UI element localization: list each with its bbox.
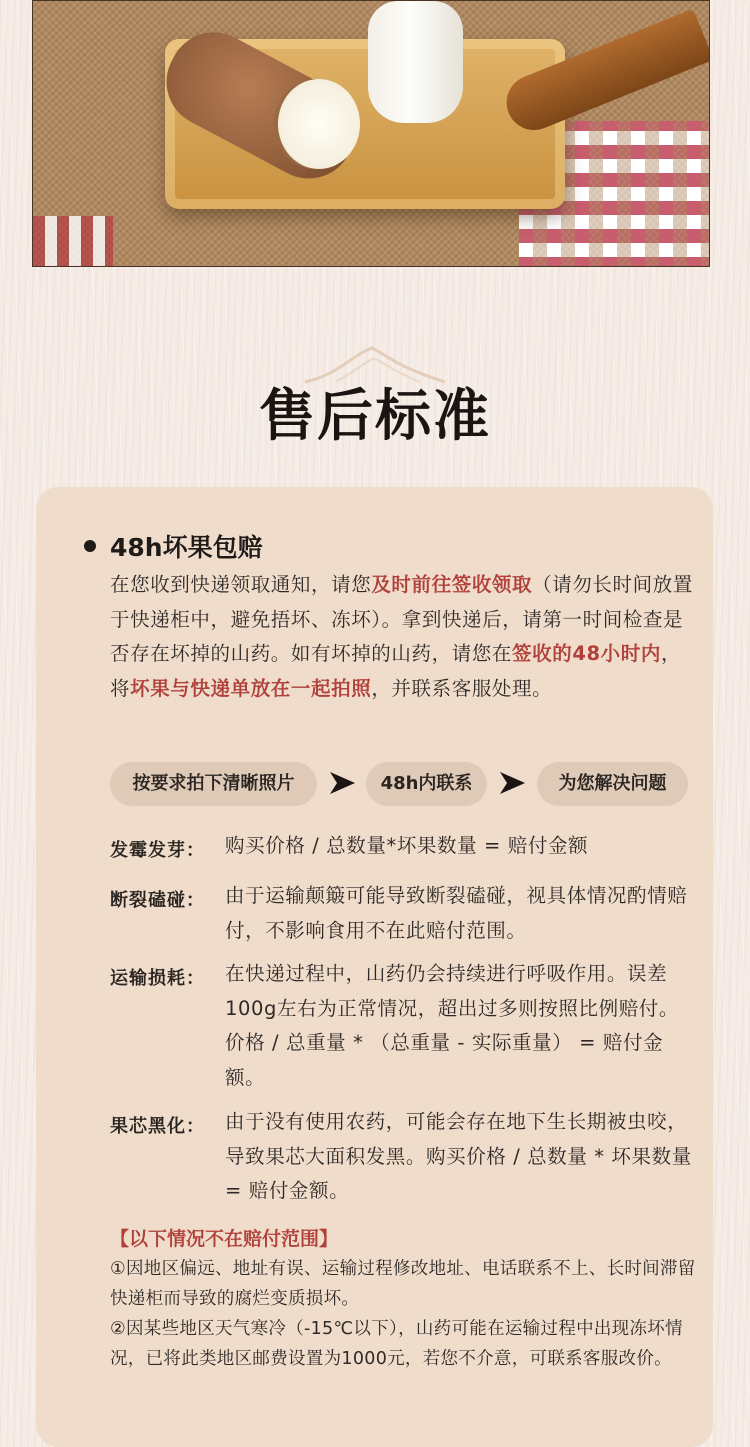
arrow-right-icon [328, 769, 356, 797]
para-text: 在您收到快递领取通知，请您 [110, 573, 372, 596]
yam-cut-face [278, 79, 360, 169]
para-highlight: 签收的48小时内 [512, 642, 661, 665]
para-text: ，并联系客服处理。 [371, 676, 553, 700]
policy-paragraph [110, 568, 695, 706]
para-highlight: 及时前往签收领取 [371, 573, 533, 596]
exclusion-item: ①因地区偏远、地址有误、运输过程修改地址、电话联系不上、长时间滞留快递柜而导致的腐烂变质损坏。 [110, 1259, 696, 1309]
exclusions-title: 【以下情况不在赔付范围】 [110, 1228, 339, 1250]
flow-step-resolve: 为您解决问题 [537, 762, 688, 806]
rule-text: 在快递过程中，山药仍会持续进行呼吸作用。误差100g左右为正常情况，超出过多则按照比例赔付。价格 / 总重量 * （总重量 - 实际重量） = 赔付金额。 [225, 962, 679, 1089]
arrow-right-icon [498, 769, 526, 797]
flow-step-photo: 按要求拍下清晰照片 [110, 762, 317, 806]
rule-text: 由于运输颠簸可能导致断裂磕碰，视具体情况酌情赔付，不影响食用不在此赔付范围。 [225, 884, 688, 942]
rule-label: 断裂磕碰： [110, 890, 205, 911]
bullet-dot [84, 540, 96, 552]
section-title: 售后标准 [259, 383, 491, 449]
hero-product-photo [32, 0, 710, 267]
wooden-fork [498, 9, 710, 139]
rule-label: 果芯黑化： [110, 1116, 205, 1137]
rule-label: 发霉发芽： [110, 840, 205, 861]
flow-step-contact: 48h内联系 [366, 762, 487, 806]
policy-heading: 48h坏果包赔 [110, 533, 263, 562]
rule-text: 由于没有使用农药，可能会存在地下生长期被虫咬，导致果芯大面积发黑。购买价格 / 总数量 * 坏果数量 = 赔付金额。 [225, 1110, 692, 1202]
rule-text: 购买价格 / 总数量*坏果数量 = 赔付金额 [225, 834, 589, 857]
para-text: ，将 [110, 642, 682, 700]
yam-peeled [368, 1, 463, 123]
checkered-cloth [33, 216, 113, 267]
rule-label: 运输损耗： [110, 968, 205, 989]
exclusion-item: ②因某些地区天气寒冷（-15℃以下），山药可能在运输过程中出现冻坏情况，已将此类地区邮费设置为1000元，若您不介意，可联系客服改价。 [110, 1319, 683, 1369]
para-highlight: 坏果与快递单放在一起拍照 [130, 676, 372, 700]
para-text: （请勿长时间放置于快递柜中，避免捂坏、冻坏）。拿到快递后，请第一时间检查是否存在坏掉的山药。如有坏掉的山药，请您在 [110, 573, 693, 665]
